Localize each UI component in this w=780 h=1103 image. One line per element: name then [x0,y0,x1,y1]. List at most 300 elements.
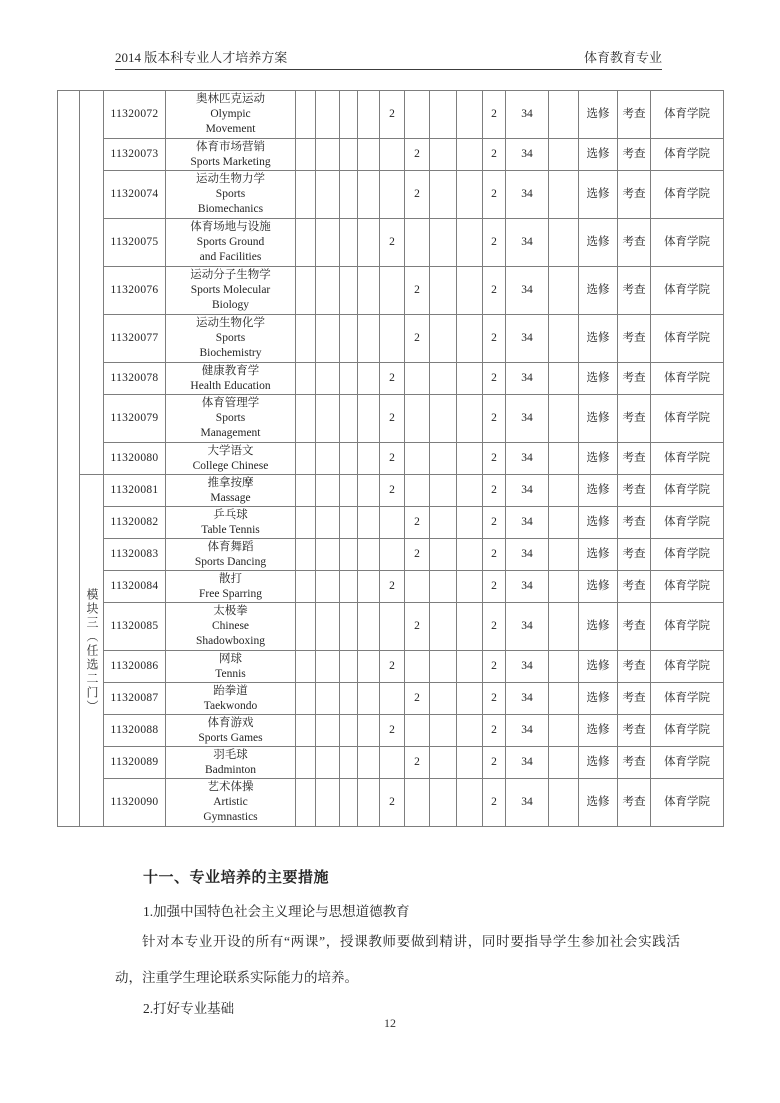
total-hours-cell: 34 [506,475,549,507]
spacer-cell [549,443,579,475]
semester-5-hours-cell: 2 [380,91,405,139]
semester-8-hours-cell [457,219,483,267]
total-hours-cell: 34 [506,219,549,267]
module-spacer-cell [80,91,104,475]
semester-5-hours-cell: 2 [380,395,405,443]
course-type-cell: 选修 [579,779,618,827]
course-code-cell: 11320087 [104,683,166,715]
semester-1-hours-cell [296,91,316,139]
semester-6-hours-cell [405,395,430,443]
table-row [58,91,724,139]
header-left-title: 2014 版本科专业人才培养方案 [115,50,288,65]
semester-2-hours-cell [316,539,340,571]
semester-3-hours-cell [340,475,358,507]
measure-paragraph-1: 针对本专业开设的所有“两课”，授课教师要做到精讲，同时要指导学生参加社会实践活动，注重学生理论联系实际能力的培养。 [115,934,680,985]
semester-5-hours-cell [380,171,405,219]
credits-cell: 2 [483,539,506,571]
spacer-cell [549,267,579,315]
course-type-cell: 选修 [579,171,618,219]
assessment-cell: 考查 [618,91,651,139]
semester-7-hours-cell [430,747,457,779]
semester-6-hours-cell [405,91,430,139]
spacer-cell [549,715,579,747]
semester-7-hours-cell [430,267,457,315]
department-cell: 体育学院 [651,571,724,603]
semester-2-hours-cell [316,715,340,747]
course-code-cell: 11320079 [104,395,166,443]
semester-6-hours-cell: 2 [405,139,430,171]
course-name-en-line: Sports Games [198,731,263,744]
course-name-zh: 健康教育学 [201,364,260,377]
course-name-zh: 体育舞蹈 [207,540,254,553]
semester-2-hours-cell [316,603,340,651]
semester-4-hours-cell [358,779,380,827]
semester-7-hours-cell [430,539,457,571]
semester-3-hours-cell [340,747,358,779]
course-name-en-line: Sports Ground [196,236,265,248]
course-type-cell: 选修 [579,139,618,171]
course-code-cell: 11320090 [104,779,166,827]
course-name-zh: 体育市场营销 [196,140,265,153]
semester-1-hours-cell [296,475,316,507]
semester-4-hours-cell [358,267,380,315]
measure-item-1: 1.加强中国特色社会主义理论与思想道德教育 [143,904,410,919]
course-name-zh: 运动生物化学 [196,317,265,329]
course-code-cell: 11320089 [104,747,166,779]
semester-8-hours-cell [457,779,483,827]
semester-6-hours-cell [405,779,430,827]
department-cell: 体育学院 [651,539,724,571]
course-name-en-line: Massage [210,491,251,504]
total-hours-cell: 34 [506,571,549,603]
course-name-en-line: Free Sparring [199,587,262,600]
semester-2-hours-cell [316,507,340,539]
semester-1-hours-cell [296,715,316,747]
assessment-cell: 考查 [618,651,651,683]
semester-2-hours-cell [316,443,340,475]
course-type-cell: 选修 [579,91,618,139]
total-hours-cell: 34 [506,91,549,139]
course-name-cell [166,475,296,507]
course-name-cell [166,139,296,171]
semester-6-hours-cell: 2 [405,683,430,715]
semester-5-hours-cell [380,315,405,363]
semester-5-hours-cell [380,747,405,779]
table-row [58,315,724,363]
semester-6-hours-cell [405,219,430,267]
semester-3-hours-cell [340,779,358,827]
semester-5-hours-cell: 2 [380,779,405,827]
semester-2-hours-cell [316,315,340,363]
semester-5-hours-cell: 2 [380,475,405,507]
course-table [57,90,724,827]
course-type-cell: 选修 [579,475,618,507]
semester-7-hours-cell [430,315,457,363]
semester-8-hours-cell [457,139,483,171]
course-name-en-line: Sports Dancing [194,555,267,568]
spacer-cell [549,683,579,715]
course-name-en-line: Biomechanics [197,203,264,215]
table-row [58,603,724,651]
semester-8-hours-cell [457,363,483,395]
semester-6-hours-cell [405,715,430,747]
course-name-en-line: Taekwondo [203,699,258,712]
course-name-en-line: Biochemistry [199,347,262,359]
semester-4-hours-cell [358,571,380,603]
table-row [58,683,724,715]
credits-cell: 2 [483,507,506,539]
course-name-zh: 太极拳 [213,605,248,617]
semester-1-hours-cell [296,171,316,219]
semester-6-hours-cell: 2 [405,507,430,539]
semester-8-hours-cell [457,443,483,475]
table-row [58,539,724,571]
semester-4-hours-cell [358,395,380,443]
semester-2-hours-cell [316,363,340,395]
credits-cell: 2 [483,219,506,267]
table-row [58,507,724,539]
total-hours-cell: 34 [506,747,549,779]
spacer-cell [549,603,579,651]
semester-4-hours-cell [358,91,380,139]
semester-6-hours-cell: 2 [405,539,430,571]
course-code-cell: 11320088 [104,715,166,747]
table-row [58,747,724,779]
semester-7-hours-cell [430,91,457,139]
credits-cell: 2 [483,395,506,443]
department-cell: 体育学院 [651,747,724,779]
course-name-zh: 羽毛球 [213,748,248,761]
course-name-cell [166,507,296,539]
department-cell: 体育学院 [651,683,724,715]
course-type-cell: 选修 [579,571,618,603]
semester-5-hours-cell [380,507,405,539]
semester-8-hours-cell [457,603,483,651]
department-cell: 体育学院 [651,507,724,539]
course-name-zh: 散打 [219,572,242,585]
semester-2-hours-cell [316,651,340,683]
semester-2-hours-cell [316,219,340,267]
semester-3-hours-cell [340,539,358,571]
semester-4-hours-cell [358,651,380,683]
course-code-cell: 11320077 [104,315,166,363]
total-hours-cell: 34 [506,507,549,539]
semester-5-hours-cell [380,683,405,715]
course-name-cell [166,747,296,779]
semester-6-hours-cell: 2 [405,747,430,779]
department-cell: 体育学院 [651,171,724,219]
department-cell: 体育学院 [651,603,724,651]
credits-cell: 2 [483,715,506,747]
course-name-zh: 艺术体操 [207,781,254,793]
course-name-en-line: and Facilities [199,251,262,263]
course-name-cell [166,683,296,715]
semester-7-hours-cell [430,475,457,507]
semester-1-hours-cell [296,571,316,603]
course-name-en-line: Badminton [204,763,257,776]
semester-2-hours-cell [316,267,340,315]
semester-3-hours-cell [340,219,358,267]
spacer-cell [549,363,579,395]
department-cell: 体育学院 [651,91,724,139]
semester-8-hours-cell [457,747,483,779]
total-hours-cell: 34 [506,715,549,747]
course-name-cell [166,219,296,267]
semester-5-hours-cell: 2 [380,363,405,395]
semester-2-hours-cell [316,91,340,139]
course-name-zh: 乒乓球 [213,508,248,521]
spacer-cell [549,747,579,779]
table-row [58,475,724,507]
table-row [58,571,724,603]
assessment-cell: 考查 [618,571,651,603]
course-name-zh: 体育管理学 [201,397,260,409]
table-row [58,651,724,683]
semester-3-hours-cell [340,683,358,715]
semester-1-hours-cell [296,363,316,395]
semester-7-hours-cell [430,171,457,219]
semester-7-hours-cell [430,779,457,827]
course-name-en-line: Movement [205,123,256,135]
credits-cell: 2 [483,91,506,139]
department-cell: 体育学院 [651,395,724,443]
course-name-cell [166,779,296,827]
semester-1-hours-cell [296,267,316,315]
semester-1-hours-cell [296,219,316,267]
semester-1-hours-cell [296,395,316,443]
semester-8-hours-cell [457,91,483,139]
credits-cell: 2 [483,651,506,683]
course-type-cell: 选修 [579,747,618,779]
table-row [58,267,724,315]
semester-4-hours-cell [358,363,380,395]
assessment-cell: 考查 [618,443,651,475]
semester-7-hours-cell [430,219,457,267]
assessment-cell: 考查 [618,747,651,779]
measures-section [115,866,680,1017]
spacer-cell [549,507,579,539]
course-name-en-line: Gymnastics [203,811,258,823]
course-name-zh: 网球 [219,652,242,665]
semester-1-hours-cell [296,539,316,571]
course-table-body [58,91,724,827]
course-name-en-line: Table Tennis [201,523,260,536]
semester-8-hours-cell [457,715,483,747]
department-cell: 体育学院 [651,715,724,747]
course-name-zh: 奥林匹克运动 [196,93,265,105]
semester-1-hours-cell [296,443,316,475]
department-cell: 体育学院 [651,315,724,363]
semester-6-hours-cell: 2 [405,603,430,651]
course-name-en-line: Health Education [190,379,271,392]
course-code-cell: 11320073 [104,139,166,171]
semester-3-hours-cell [340,443,358,475]
semester-8-hours-cell [457,475,483,507]
semester-5-hours-cell [380,539,405,571]
group-spacer-cell [58,91,80,827]
course-code-cell: 11320083 [104,539,166,571]
semester-8-hours-cell [457,507,483,539]
assessment-cell: 考查 [618,395,651,443]
total-hours-cell: 34 [506,779,549,827]
credits-cell: 2 [483,603,506,651]
semester-7-hours-cell [430,395,457,443]
credits-cell: 2 [483,683,506,715]
course-code-cell: 11320086 [104,651,166,683]
credits-cell: 2 [483,443,506,475]
module-label-cell: 模块三（任选二门） [80,475,104,827]
semester-1-hours-cell [296,779,316,827]
semester-7-hours-cell [430,715,457,747]
semester-2-hours-cell [316,683,340,715]
semester-8-hours-cell [457,171,483,219]
course-code-cell: 11320080 [104,443,166,475]
course-code-cell: 11320075 [104,219,166,267]
semester-7-hours-cell [430,363,457,395]
semester-8-hours-cell [457,395,483,443]
semester-1-hours-cell [296,747,316,779]
semester-4-hours-cell [358,683,380,715]
table-row [58,219,724,267]
spacer-cell [549,91,579,139]
credits-cell: 2 [483,139,506,171]
semester-7-hours-cell [430,507,457,539]
course-name-en-line: Sports [215,332,246,344]
total-hours-cell: 34 [506,683,549,715]
table-row [58,363,724,395]
semester-4-hours-cell [358,539,380,571]
department-cell: 体育学院 [651,363,724,395]
assessment-cell: 考查 [618,219,651,267]
assessment-cell: 考查 [618,363,651,395]
department-cell: 体育学院 [651,219,724,267]
department-cell: 体育学院 [651,779,724,827]
page-header [115,47,662,70]
semester-3-hours-cell [340,651,358,683]
course-type-cell: 选修 [579,363,618,395]
credits-cell: 2 [483,571,506,603]
credits-cell: 2 [483,475,506,507]
course-type-cell: 选修 [579,603,618,651]
semester-4-hours-cell [358,507,380,539]
course-type-cell: 选修 [579,315,618,363]
course-code-cell: 11320078 [104,363,166,395]
semester-3-hours-cell [340,171,358,219]
semester-4-hours-cell [358,139,380,171]
semester-4-hours-cell [358,603,380,651]
semester-6-hours-cell: 2 [405,267,430,315]
semester-4-hours-cell [358,443,380,475]
semester-3-hours-cell [340,363,358,395]
course-name-en-line: College Chinese [192,459,269,472]
course-name-en-line: Tennis [215,667,246,680]
semester-8-hours-cell [457,539,483,571]
assessment-cell: 考查 [618,139,651,171]
spacer-cell [549,395,579,443]
course-code-cell: 11320072 [104,91,166,139]
measure-item-2: 2.打好专业基础 [143,1001,235,1016]
course-name-zh: 体育游戏 [207,716,254,729]
semester-6-hours-cell [405,651,430,683]
department-cell: 体育学院 [651,267,724,315]
course-name-cell [166,539,296,571]
course-name-en-line: Management [200,427,261,439]
semester-6-hours-cell [405,571,430,603]
semester-4-hours-cell [358,747,380,779]
spacer-cell [549,539,579,571]
assessment-cell: 考查 [618,539,651,571]
course-name-cell [166,395,296,443]
semester-6-hours-cell [405,475,430,507]
semester-2-hours-cell [316,779,340,827]
credits-cell: 2 [483,315,506,363]
total-hours-cell: 34 [506,315,549,363]
semester-4-hours-cell [358,715,380,747]
semester-7-hours-cell [430,139,457,171]
semester-1-hours-cell [296,603,316,651]
table-row [58,715,724,747]
table-row [58,779,724,827]
total-hours-cell: 34 [506,603,549,651]
semester-4-hours-cell [358,171,380,219]
table-row [58,395,724,443]
table-row [58,443,724,475]
semester-2-hours-cell [316,571,340,603]
semester-4-hours-cell [358,315,380,363]
spacer-cell [549,475,579,507]
course-name-en-line: Sports [215,188,246,200]
semester-1-hours-cell [296,507,316,539]
department-cell: 体育学院 [651,443,724,475]
semester-8-hours-cell [457,683,483,715]
course-name-cell [166,171,296,219]
semester-5-hours-cell [380,267,405,315]
course-code-cell: 11320085 [104,603,166,651]
course-code-cell: 11320082 [104,507,166,539]
semester-4-hours-cell [358,475,380,507]
total-hours-cell: 34 [506,443,549,475]
semester-8-hours-cell [457,315,483,363]
course-name-en-line: Olympic [210,108,251,120]
course-name-zh: 运动生物力学 [196,173,265,185]
course-name-zh: 大学语文 [207,444,254,457]
total-hours-cell: 34 [506,171,549,219]
course-name-en-line: Sports Marketing [190,155,271,168]
spacer-cell [549,779,579,827]
spacer-cell [549,219,579,267]
semester-3-hours-cell [340,571,358,603]
total-hours-cell: 34 [506,395,549,443]
semester-8-hours-cell [457,651,483,683]
semester-3-hours-cell [340,507,358,539]
course-type-cell: 选修 [579,443,618,475]
page-number: 12 [384,1016,396,1030]
semester-5-hours-cell: 2 [380,651,405,683]
semester-5-hours-cell [380,139,405,171]
semester-7-hours-cell [430,683,457,715]
course-name-cell [166,363,296,395]
semester-4-hours-cell [358,219,380,267]
course-name-zh: 跆拳道 [213,684,248,697]
semester-3-hours-cell [340,395,358,443]
course-type-cell: 选修 [579,219,618,267]
semester-3-hours-cell [340,139,358,171]
course-code-cell: 11320084 [104,571,166,603]
credits-cell: 2 [483,267,506,315]
total-hours-cell: 34 [506,363,549,395]
assessment-cell: 考查 [618,683,651,715]
semester-6-hours-cell: 2 [405,315,430,363]
